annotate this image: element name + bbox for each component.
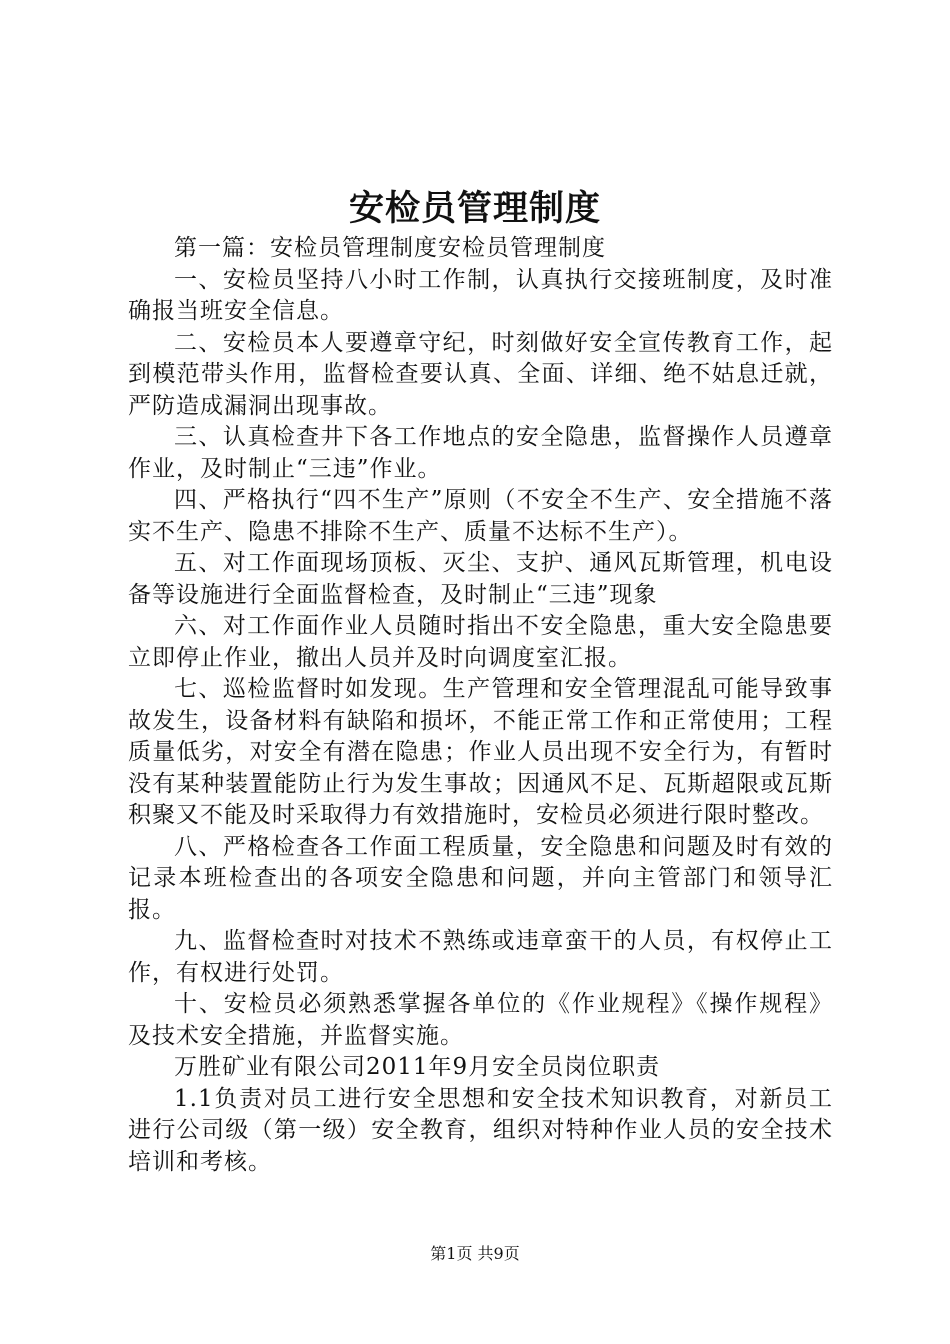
paragraph-heading: 第一篇：安检员管理制度安检员管理制度 [174,235,606,261]
paragraph-item-9: 九、监督检查时对技术不熟练或违章蛮干的人员，有权停止工作，有权进行处罚。 [128,928,833,986]
paragraph-duty-1-1: 1.1负责对员工进行安全思想和安全技术知识教育，对新员工进行公司级（第一级）安全教育，组织对特种作业人员的安全技术培训和考核。 [128,1085,833,1175]
paragraph-company-line: 万胜矿业有限公司2011年9月安全员岗位职责 [174,1054,661,1080]
paragraph-item-8: 八、严格检查各工作面工程质量，安全隐患和问题及时有效的记录本班检查出的各项安全隐患和问题，并向主管部门和领导汇报。 [128,833,833,923]
paragraph-item-2: 二、安检员本人要遵章守纪，时刻做好安全宣传教育工作，起到模范带头作用，监督检查要认真、全面、详细、绝不姑息迁就，严防造成漏洞出现事故。 [128,329,833,419]
paragraph-item-10: 十、安检员必须熟悉掌握各单位的《作业规程》《操作规程》及技术安全措施，并监督实施。 [128,991,833,1049]
document-body [128,233,833,1178]
paragraph-item-7: 七、巡检监督时如发现。生产管理和安全管理混乱可能导致事故发生，设备材料有缺陷和损坏，不能正常工作和正常使用；工程质量低劣，对安全有潜在隐患；作业人员出现不安全行为，有暂时没有某种装置能防止行为发生事故；因通风不足、瓦斯超限或瓦斯积聚又不能及时采取得力有效措施时，安检员必须进行限时整改。 [128,676,833,828]
paragraph-item-5: 五、对工作面现场顶板、灭尘、支护、通风瓦斯管理，机电设备等设施进行全面监督检查，及时制止“三违”现象 [128,550,833,608]
paragraph-item-3: 三、认真检查井下各工作地点的安全隐患，监督操作人员遵章作业，及时制止“三违”作业。 [128,424,833,482]
page-footer: 第1页 共9页 [430,1244,520,1263]
document-title: 安检员管理制度 [348,188,601,229]
paragraph-item-4: 四、严格执行“四不生产”原则（不安全不生产、安全措施不落实不生产、隐患不排除不生产、质量不达标不生产）。 [128,487,833,545]
paragraph-item-6: 六、对工作面作业人员随时指出不安全隐患，重大安全隐患要立即停止作业，撤出人员并及时向调度室汇报。 [128,613,833,671]
paragraph-item-1: 一、安检员坚持八小时工作制，认真执行交接班制度，及时准确报当班安全信息。 [128,266,833,324]
